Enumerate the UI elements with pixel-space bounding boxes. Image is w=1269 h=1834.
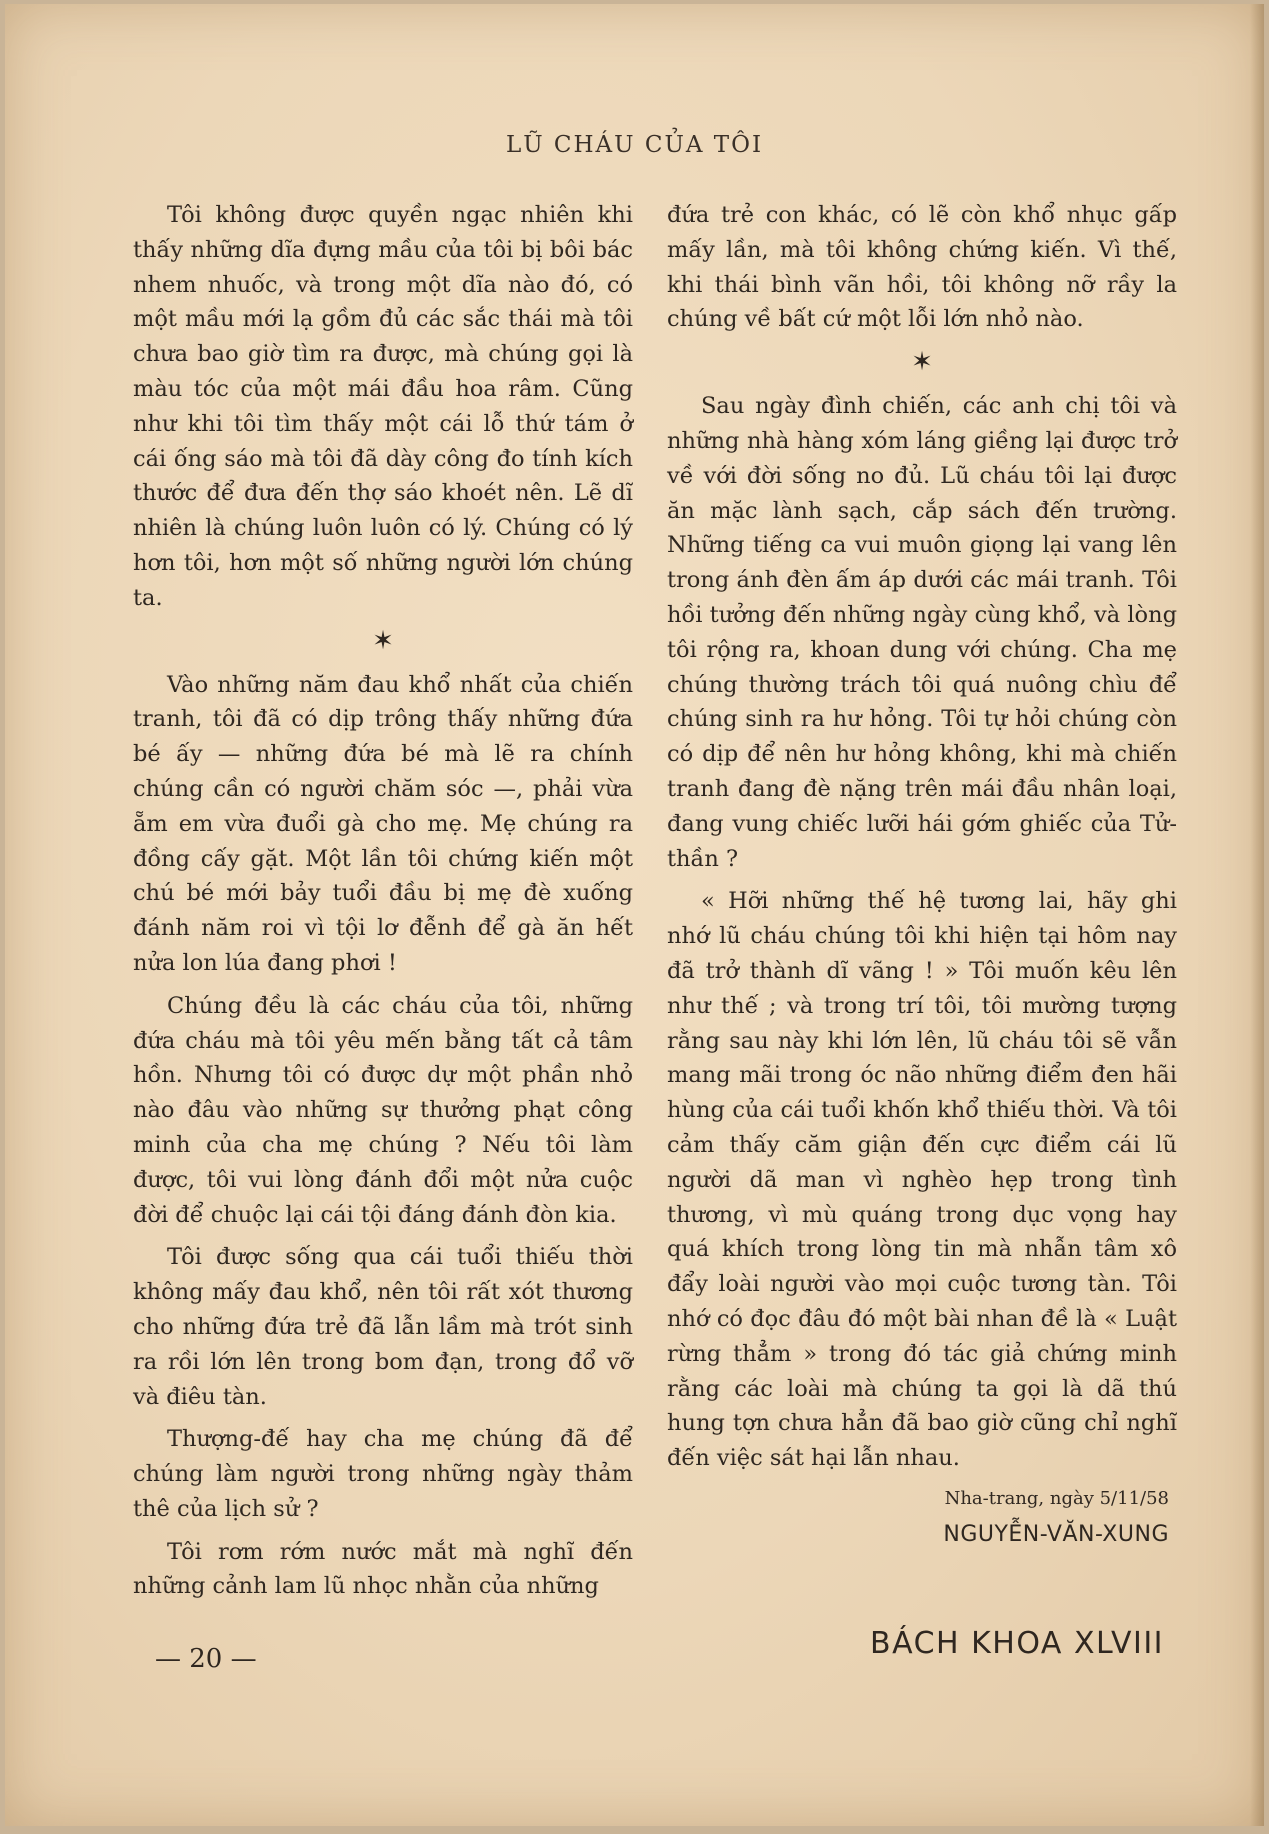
paragraph: Vào những năm đau khổ nhất của chiến tranh, tôi đã có dịp trông thấy những đứa bé ấy — những đứa bé mà lẽ ra chính chúng cần có người chăm sóc —, phải vừa ẵm em vừa đuổi gà cho mẹ. Mẹ chúng ra đồng cấy gặt. Một lần tôi chứng kiến một chú bé mới bảy tuổi đầu bị mẹ đè xuống đánh năm roi vì tội lơ đễnh để gà ăn hết nửa lon lúa đang phơi !: [133, 671, 633, 976]
section-star-separator: ✶: [911, 347, 933, 378]
page-fold-shadow: [1250, 4, 1264, 1826]
paragraph: Sau ngày đình chiến, các anh chị tôi và những nhà hàng xóm láng giềng lại được trở về với đời sống no đủ. Lũ cháu tôi lại được ăn mặc lành sạch, cắp sách đến trường. Những tiếng ca vui muôn giọng lại vang lên trong ánh đèn ấm áp dưới các mái tranh. Tôi hồi tưởng đến những ngày cùng khổ, và lòng tôi rộng ra, khoan dung với chúng. Cha mẹ chúng thường trách tôi quá nuông chìu để chúng sinh ra hư hỏng. Tôi tự hỏi chúng còn có dịp để nên hư hỏng không, khi mà chiến tranh đang đè nặng trên mái đầu nhân loại, đang vung chiếc lưỡi hái gớm ghiếc của Tử-thần ?: [667, 393, 1177, 872]
paragraph: Thượng-đế hay cha mẹ chúng đã để chúng làm người trong những ngày thảm thê của lịch sử ?: [133, 1426, 633, 1522]
section-star-separator: ✶: [372, 625, 394, 656]
right-column: [667, 198, 1177, 1552]
article-author: NGUYỄN-VĂN-XUNG: [943, 1521, 1169, 1547]
paragraph: Chúng đều là các cháu của tôi, những đứa cháu mà tôi yêu mến bằng tất cả tâm hồn. Nhưng tôi có được dự một phần nhỏ nào đâu vào những sự thưởng phạt công minh của cha mẹ chúng ? Nếu tôi làm được, tôi vui lòng đánh đổi một nửa cuộc đời để chuộc lại cái tội đáng đánh đòn kia.: [133, 992, 633, 1228]
paragraph: Tôi rơm rớm nước mắt mà nghĩ đến những cảnh lam lũ nhọc nhằn của những: [133, 1538, 633, 1600]
paragraph: Tôi không được quyền ngạc nhiên khi thấy những dĩa đựng mầu của tôi bị bôi bác nhem nhuốc, và trong một dĩa nào đó, có một mầu mới lạ gồm đủ các sắc thái mà tôi chưa bao giờ tìm ra được, mà chúng gọi là màu tóc của một mái đầu hoa râm. Cũng như khi tôi tìm thấy một cái lỗ thứ tám ở cái ống sáo mà tôi đã dày công đo tính kích thước để đưa đến thợ sáo khoét nên. Lẽ dĩ nhiên là chúng luôn luôn có lý. Chúng có lý hơn tôi, hơn một số những người lớn chúng ta.: [133, 202, 633, 611]
left-column: [133, 198, 633, 1612]
paragraph-continued: đứa trẻ con khác, có lẽ còn khổ nhục gấp mấy lần, mà tôi không chứng kiến. Vì thế, khi thái bình vãn hồi, tôi không nỡ rầy la chúng về bất cứ một lỗi lớn nhỏ nào.: [667, 202, 1177, 333]
scanned-page: [5, 4, 1264, 1826]
article-date: Nha-trang, ngày 5/11/58: [944, 1487, 1169, 1509]
paragraph: Tôi được sống qua cái tuổi thiếu thời không mấy đau khổ, nên tôi rất xót thương cho những đứa trẻ đã lẫn lầm mà trót sinh ra rồi lớn lên trong bom đạn, trong đổ vỡ và điêu tàn.: [133, 1244, 633, 1410]
magazine-name: BÁCH KHOA XLVIII: [870, 1626, 1165, 1661]
article-title: LŨ CHÁU CỦA TÔI: [505, 132, 764, 158]
page-number: — 20 —: [155, 1644, 257, 1674]
paragraph: « Hỡi những thế hệ tương lai, hãy ghi nhớ lũ cháu chúng tôi khi hiện tại hôm nay đã trở thành dĩ vãng ! » Tôi muốn kêu lên như thế ; và trong trí tôi, tôi mường tượng rằng sau này khi lớn lên, lũ cháu tôi sẽ vẫn mang mãi trong óc não những điểm đen hãi hùng của cái tuổi khốn khổ thiếu thời. Và tôi cảm thấy căm giận đến cực điểm cái lũ người dã man vì nghèo hẹp trong tình thương, vì mù quáng trong dục vọng hay quá khích trong lòng tin mà nhẫn tâm xô đẩy loài người vào mọi cuộc tương tàn. Tôi nhớ có đọc đâu đó một bài nhan đề là « Luật rừng thẳm » trong đó tác giả chứng minh rằng các loài mà chúng ta gọi là dã thú hung tợn chưa hẳn đã bao giờ cũng chỉ nghĩ đến việc sát hại lẫn nhau.: [667, 888, 1177, 1472]
